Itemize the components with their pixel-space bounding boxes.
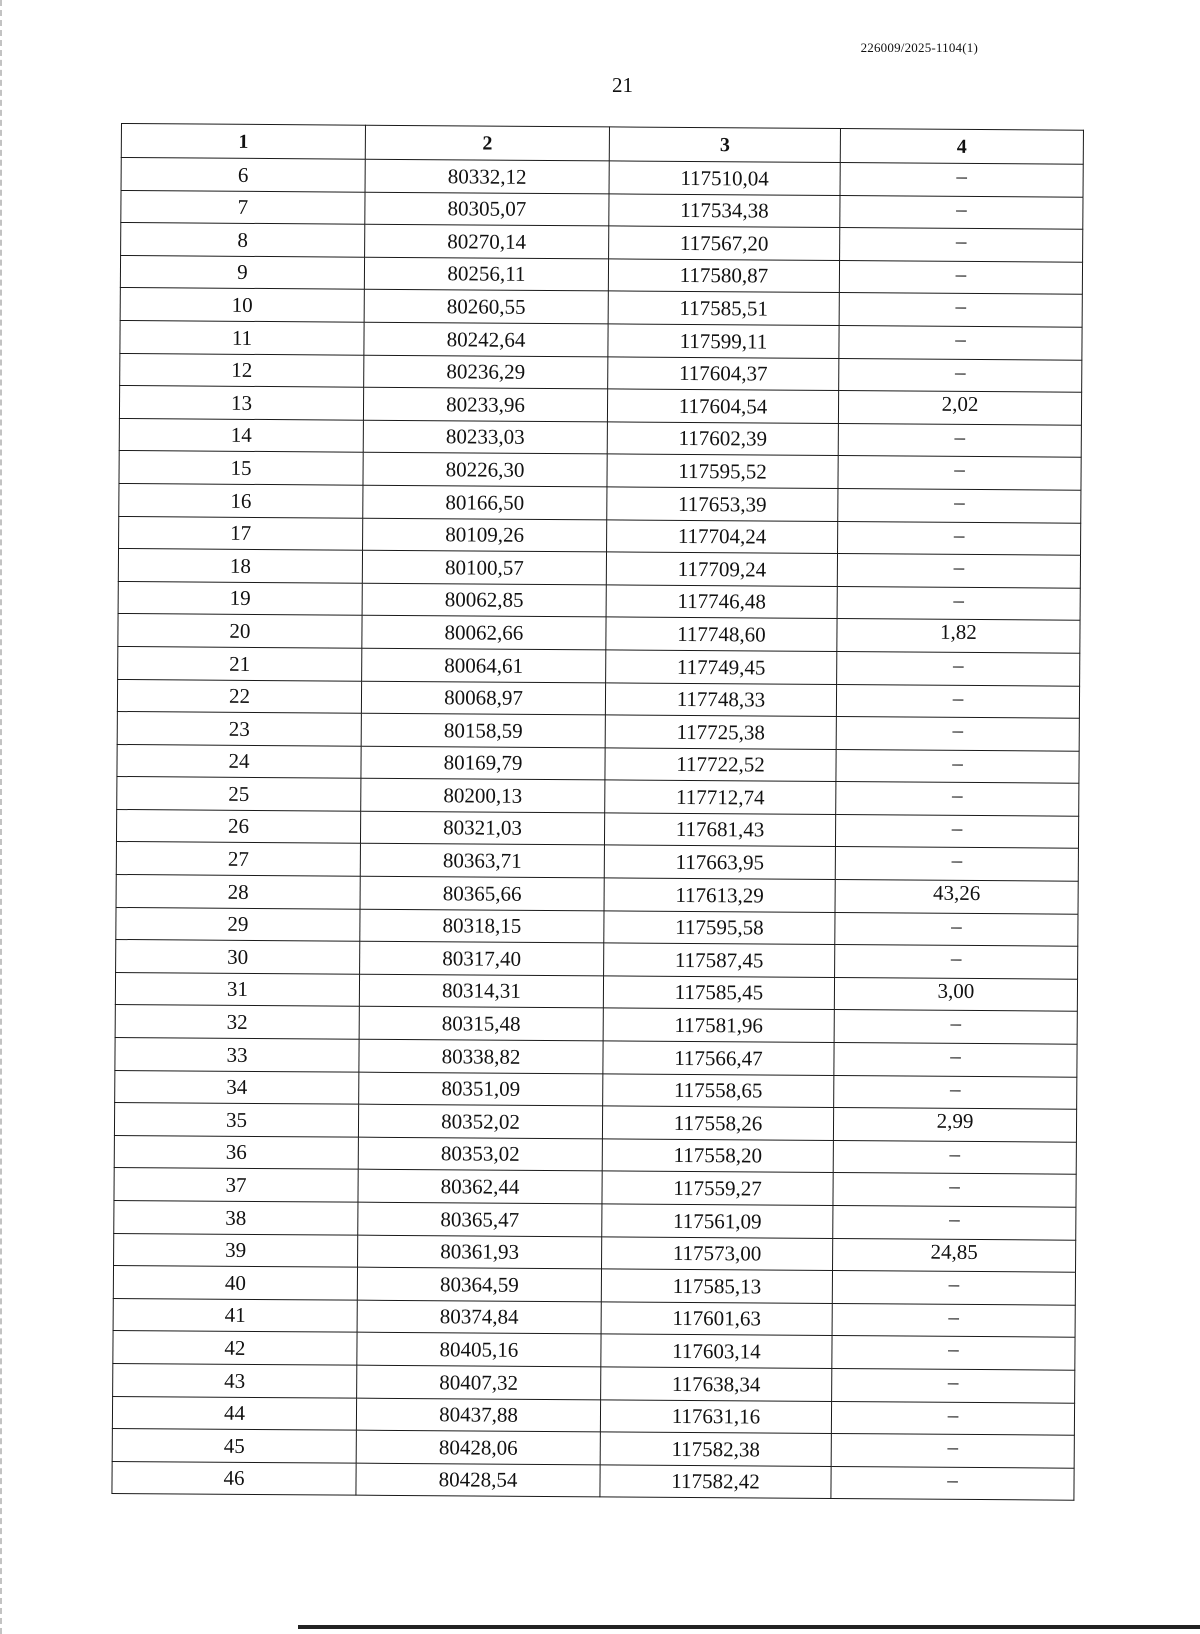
point-number-cell: 32 xyxy=(115,1005,359,1039)
distance-cell: – xyxy=(836,749,1079,783)
x-coordinate-cell: 80317,40 xyxy=(360,941,604,975)
y-coordinate-cell: 117581,96 xyxy=(603,1008,834,1042)
point-number-cell: 31 xyxy=(115,972,359,1006)
point-number-cell: 13 xyxy=(119,386,363,420)
point-number-cell: 42 xyxy=(113,1331,357,1365)
distance-cell: – xyxy=(840,195,1083,229)
y-coordinate-cell: 117573,00 xyxy=(602,1236,833,1270)
point-number-cell: 24 xyxy=(117,744,361,778)
point-number-cell: 45 xyxy=(112,1429,356,1463)
distance-cell: – xyxy=(833,1173,1076,1207)
x-coordinate-cell: 80428,54 xyxy=(356,1463,600,1497)
point-number-cell: 6 xyxy=(121,158,365,192)
y-coordinate-cell: 117595,58 xyxy=(604,911,835,945)
y-coordinate-cell: 117585,13 xyxy=(601,1269,832,1303)
point-number-cell: 28 xyxy=(116,875,360,909)
point-number-cell: 12 xyxy=(120,353,364,387)
distance-cell: – xyxy=(838,488,1081,522)
point-number-cell: 41 xyxy=(113,1298,357,1332)
y-coordinate-cell: 117534,38 xyxy=(609,194,840,228)
y-coordinate-cell: 117559,27 xyxy=(602,1171,833,1205)
point-number-cell: 23 xyxy=(117,712,361,746)
point-number-cell: 9 xyxy=(120,255,364,289)
coordinates-table xyxy=(111,123,1084,1501)
y-coordinate-cell: 117558,20 xyxy=(602,1139,833,1173)
point-number-cell: 43 xyxy=(113,1363,357,1397)
point-number-cell: 38 xyxy=(114,1200,358,1234)
distance-cell: 2,02 xyxy=(838,391,1081,425)
y-coordinate-cell: 117748,60 xyxy=(606,617,837,651)
point-number-cell: 29 xyxy=(116,907,360,941)
point-number-cell: 25 xyxy=(117,777,361,811)
point-number-cell: 16 xyxy=(119,483,363,517)
x-coordinate-cell: 80405,16 xyxy=(357,1333,601,1367)
y-coordinate-cell: 117749,45 xyxy=(606,650,837,684)
x-coordinate-cell: 80166,50 xyxy=(363,485,607,519)
column-header: 1 xyxy=(121,124,365,160)
y-coordinate-cell: 117631,16 xyxy=(600,1399,831,1433)
distance-cell: – xyxy=(831,1434,1074,1468)
y-coordinate-cell: 117604,37 xyxy=(608,356,839,390)
distance-cell: – xyxy=(835,912,1078,946)
x-coordinate-cell: 80062,85 xyxy=(362,583,606,617)
scan-bottom-edge xyxy=(298,1625,1200,1629)
point-number-cell: 39 xyxy=(114,1233,358,1267)
y-coordinate-cell: 117746,48 xyxy=(606,585,837,619)
point-number-cell: 26 xyxy=(116,809,360,843)
point-number-cell: 22 xyxy=(117,679,361,713)
x-coordinate-cell: 80353,02 xyxy=(358,1137,602,1171)
distance-cell: – xyxy=(836,717,1079,751)
y-coordinate-cell: 117582,38 xyxy=(600,1432,831,1466)
distance-cell: – xyxy=(839,325,1082,359)
x-coordinate-cell: 80363,71 xyxy=(360,844,604,878)
distance-cell: – xyxy=(833,1140,1076,1174)
point-number-cell: 44 xyxy=(112,1396,356,1430)
distance-cell: – xyxy=(832,1271,1075,1305)
column-header: 4 xyxy=(840,129,1083,165)
point-number-cell: 36 xyxy=(114,1135,358,1169)
point-number-cell: 27 xyxy=(116,842,360,876)
y-coordinate-cell: 117585,51 xyxy=(608,291,839,325)
y-coordinate-cell: 117604,54 xyxy=(607,389,838,423)
x-coordinate-cell: 80374,84 xyxy=(357,1300,601,1334)
y-coordinate-cell: 117587,45 xyxy=(604,943,835,977)
y-coordinate-cell: 117704,24 xyxy=(607,519,838,553)
x-coordinate-cell: 80318,15 xyxy=(360,909,604,943)
distance-cell: – xyxy=(835,847,1078,881)
y-coordinate-cell: 117722,52 xyxy=(605,748,836,782)
x-coordinate-cell: 80361,93 xyxy=(358,1235,602,1269)
x-coordinate-cell: 80321,03 xyxy=(360,811,604,845)
x-coordinate-cell: 80169,79 xyxy=(361,746,605,780)
coordinates-table-wrapper xyxy=(111,123,1083,1501)
y-coordinate-cell: 117638,34 xyxy=(601,1367,832,1401)
point-number-cell: 34 xyxy=(115,1070,359,1104)
y-coordinate-cell: 117603,14 xyxy=(601,1334,832,1368)
x-coordinate-cell: 80100,57 xyxy=(362,550,606,584)
distance-cell: – xyxy=(832,1336,1075,1370)
x-coordinate-cell: 80242,64 xyxy=(364,322,608,356)
point-number-cell: 19 xyxy=(118,581,362,615)
x-coordinate-cell: 80407,32 xyxy=(357,1365,601,1399)
point-number-cell: 33 xyxy=(115,1038,359,1072)
column-header: 3 xyxy=(609,127,840,163)
x-coordinate-cell: 80351,09 xyxy=(359,1072,603,1106)
y-coordinate-cell: 117725,38 xyxy=(605,715,836,749)
distance-cell: – xyxy=(837,554,1080,588)
distance-cell: – xyxy=(831,1401,1074,1435)
x-coordinate-cell: 80233,03 xyxy=(363,420,607,454)
point-number-cell: 11 xyxy=(120,320,364,354)
point-number-cell: 10 xyxy=(120,288,364,322)
distance-cell: – xyxy=(838,521,1081,555)
x-coordinate-cell: 80068,97 xyxy=(361,681,605,715)
x-coordinate-cell: 80305,07 xyxy=(365,192,609,226)
x-coordinate-cell: 80233,96 xyxy=(363,387,607,421)
point-number-cell: 7 xyxy=(121,190,365,224)
x-coordinate-cell: 80332,12 xyxy=(365,159,609,193)
point-number-cell: 46 xyxy=(112,1461,356,1495)
x-coordinate-cell: 80437,88 xyxy=(356,1398,600,1432)
y-coordinate-cell: 117613,29 xyxy=(604,878,835,912)
distance-cell: – xyxy=(839,293,1082,327)
x-coordinate-cell: 80428,06 xyxy=(356,1430,600,1464)
x-coordinate-cell: 80226,30 xyxy=(363,453,607,487)
distance-cell: – xyxy=(834,1075,1077,1109)
point-number-cell: 40 xyxy=(113,1266,357,1300)
y-coordinate-cell: 117681,43 xyxy=(604,813,835,847)
x-coordinate-cell: 80200,13 xyxy=(361,778,605,812)
distance-cell: 3,00 xyxy=(834,977,1077,1011)
y-coordinate-cell: 117582,42 xyxy=(600,1465,831,1499)
x-coordinate-cell: 80109,26 xyxy=(363,518,607,552)
distance-cell: 24,85 xyxy=(833,1238,1076,1272)
x-coordinate-cell: 80338,82 xyxy=(359,1039,603,1073)
distance-cell: – xyxy=(837,586,1080,620)
x-coordinate-cell: 80256,11 xyxy=(364,257,608,291)
distance-cell: – xyxy=(840,163,1083,197)
point-number-cell: 21 xyxy=(118,646,362,680)
page-number: 21 xyxy=(612,73,633,97)
y-coordinate-cell: 117567,20 xyxy=(609,226,840,260)
y-coordinate-cell: 117748,33 xyxy=(605,682,836,716)
distance-cell: – xyxy=(836,782,1079,816)
table-body xyxy=(112,158,1083,1501)
distance-cell: – xyxy=(832,1368,1075,1402)
x-coordinate-cell: 80365,47 xyxy=(358,1202,602,1236)
document-reference: 226009/2025-1104(1) xyxy=(860,40,978,55)
x-coordinate-cell: 80062,66 xyxy=(362,616,606,650)
x-coordinate-cell: 80270,14 xyxy=(365,224,609,258)
distance-cell: – xyxy=(835,945,1078,979)
distance-cell: – xyxy=(834,1010,1077,1044)
y-coordinate-cell: 117712,74 xyxy=(605,780,836,814)
y-coordinate-cell: 117599,11 xyxy=(608,324,839,358)
y-coordinate-cell: 117558,26 xyxy=(602,1106,833,1140)
y-coordinate-cell: 117566,47 xyxy=(603,1041,834,1075)
x-coordinate-cell: 80260,55 xyxy=(364,290,608,324)
point-number-cell: 20 xyxy=(118,614,362,648)
x-coordinate-cell: 80236,29 xyxy=(364,355,608,389)
y-coordinate-cell: 117602,39 xyxy=(607,422,838,456)
x-coordinate-cell: 80064,61 xyxy=(362,648,606,682)
distance-cell: – xyxy=(839,358,1082,392)
y-coordinate-cell: 117709,24 xyxy=(606,552,837,586)
column-header: 2 xyxy=(365,125,609,161)
point-number-cell: 8 xyxy=(121,223,365,257)
distance-cell: 1,82 xyxy=(837,619,1080,653)
distance-cell: – xyxy=(837,651,1080,685)
x-coordinate-cell: 80362,44 xyxy=(358,1170,602,1204)
x-coordinate-cell: 80364,59 xyxy=(357,1267,601,1301)
x-coordinate-cell: 80314,31 xyxy=(359,974,603,1008)
point-number-cell: 30 xyxy=(116,940,360,974)
x-coordinate-cell: 80365,66 xyxy=(360,876,604,910)
distance-cell: – xyxy=(834,1043,1077,1077)
distance-cell: – xyxy=(838,423,1081,457)
y-coordinate-cell: 117595,52 xyxy=(607,454,838,488)
x-coordinate-cell: 80158,59 xyxy=(361,713,605,747)
distance-cell: – xyxy=(839,260,1082,294)
y-coordinate-cell: 117601,63 xyxy=(601,1302,832,1336)
distance-cell: 43,26 xyxy=(835,880,1078,914)
distance-cell: – xyxy=(838,456,1081,490)
point-number-cell: 37 xyxy=(114,1168,358,1202)
distance-cell: – xyxy=(835,814,1078,848)
point-number-cell: 17 xyxy=(119,516,363,550)
point-number-cell: 14 xyxy=(119,418,363,452)
table-row xyxy=(112,1461,1074,1500)
y-coordinate-cell: 117663,95 xyxy=(604,845,835,879)
distance-cell: – xyxy=(831,1466,1074,1500)
y-coordinate-cell: 117580,87 xyxy=(608,259,839,293)
distance-cell: – xyxy=(836,684,1079,718)
distance-cell: – xyxy=(832,1303,1075,1337)
x-coordinate-cell: 80315,48 xyxy=(359,1007,603,1041)
y-coordinate-cell: 117653,39 xyxy=(607,487,838,521)
y-coordinate-cell: 117585,45 xyxy=(603,976,834,1010)
distance-cell: – xyxy=(840,228,1083,262)
point-number-cell: 18 xyxy=(118,549,362,583)
y-coordinate-cell: 117561,09 xyxy=(602,1204,833,1238)
distance-cell: – xyxy=(833,1205,1076,1239)
y-coordinate-cell: 117558,65 xyxy=(603,1074,834,1108)
distance-cell: 2,99 xyxy=(833,1108,1076,1142)
x-coordinate-cell: 80352,02 xyxy=(358,1104,602,1138)
y-coordinate-cell: 117510,04 xyxy=(609,161,840,195)
point-number-cell: 15 xyxy=(119,451,363,485)
point-number-cell: 35 xyxy=(114,1103,358,1137)
scan-left-edge xyxy=(0,0,5,1634)
